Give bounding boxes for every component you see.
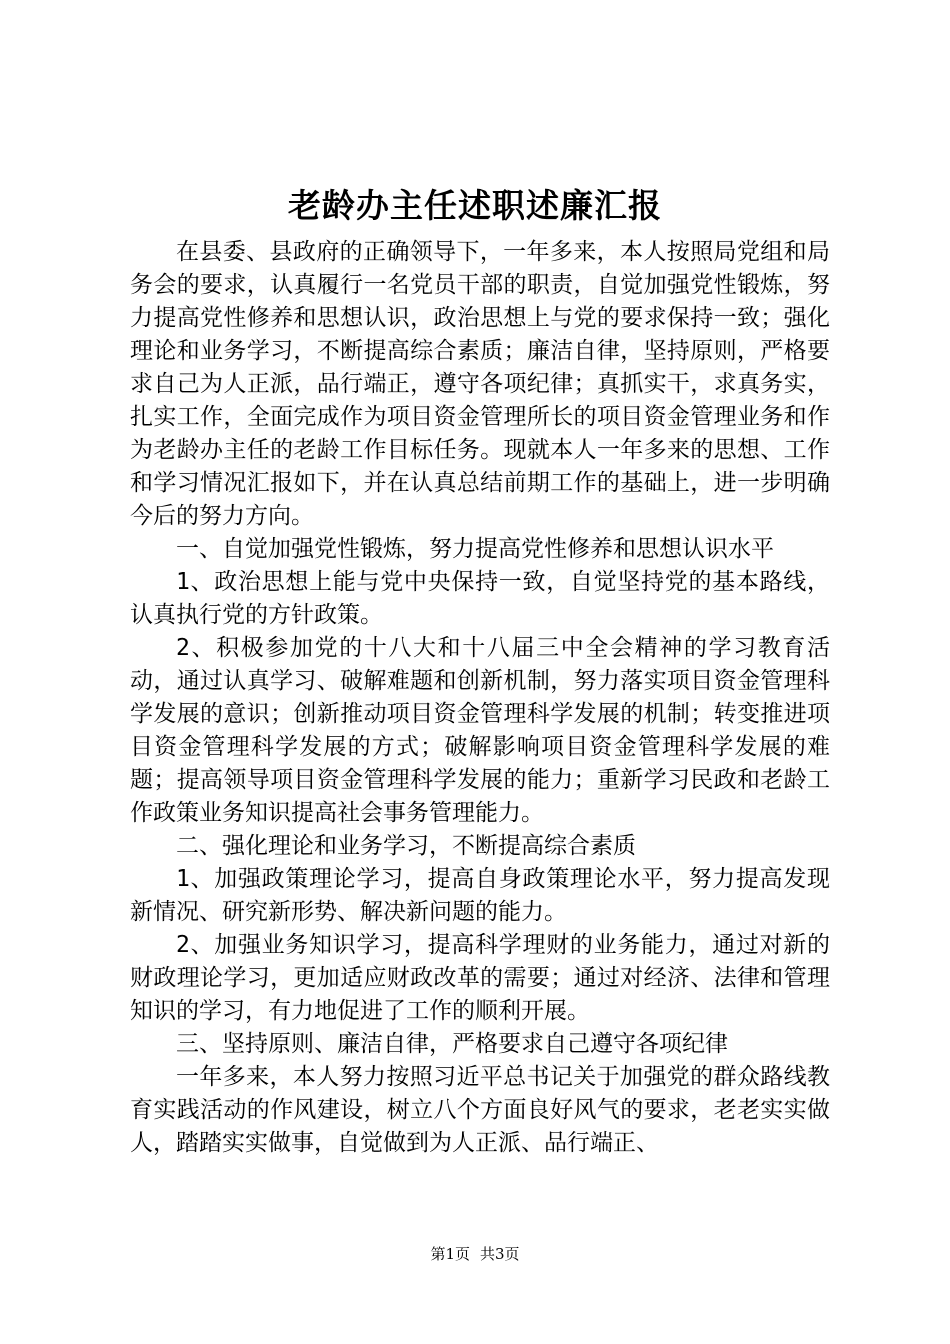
document-body: [130, 236, 830, 1160]
paragraph-1-1: 1、政治思想上能与党中央保持一致，自觉坚持党的基本路线，认真执行党的方针政策。: [130, 569, 830, 628]
document-title: 老龄办主任述职述廉汇报: [288, 186, 662, 225]
paragraph-1-2: 2、积极参加党的十八大和十八届三中全会精神的学习教育活动，通过认真学习、破解难题和创新机制，努力落实项目资金管理科学发展的意识；创新推动项目资金管理科学发展的机制；转变推进项目资金管理科学发展的方式；破解影响项目资金管理科学发展的难题；提高领导项目资金管理科学发展的能力；重新学习民政和老龄工作政策业务知识提高社会事务管理能力。: [130, 635, 830, 826]
page-number: 第1页: [430, 1245, 470, 1263]
section-heading-3: 三、坚持原则、廉洁自律，严格要求自己遵守各项纪律: [176, 1031, 728, 1057]
section-heading-2: 二、强化理论和业务学习，不断提高综合素质: [176, 833, 636, 859]
paragraph-intro: 在县委、县政府的正确领导下，一年多来，本人按照局党组和局务会的要求，认真履行一名党员干部的职责，自觉加强党性锻炼，努力提高党性修养和思想认识，政治思想上与党的要求保持一致；强化理论和业务学习，不断提高综合素质；廉洁自律，坚持原则，严格要求自己为人正派，品行端正，遵守各项纪律；真抓实干，求真务实，扎实工作，全面完成作为项目资金管理所长的项目资金管理业务和作为老龄办主任的老龄工作目标任务。现就本人一年多来的思想、工作和学习情况汇报如下，并在认真总结前期工作的基础上，进一步明确今后的努力方向。: [130, 239, 830, 529]
section-heading-1: 一、自觉加强党性锻炼，努力提高党性修养和思想认识水平: [176, 536, 774, 562]
paragraph-2-2: 2、加强业务知识学习，提高科学理财的业务能力，通过对新的财政理论学习，更加适应财政改革的需要；通过对经济、法律和管理知识的学习，有力地促进了工作的顺利开展。: [130, 932, 830, 1024]
page-footer: [0, 1244, 950, 1264]
paragraph-2-1: 1、加强政策理论学习，提高自身政策理论水平，努力提高发现新情况、研究新形势、解决新问题的能力。: [130, 866, 830, 925]
page-total: 共3页: [480, 1245, 520, 1263]
paragraph-3-1: 一年多来，本人努力按照习近平总书记关于加强党的群众路线教育实践活动的作风建设，树立八个方面良好风气的要求，老老实实做人，踏踏实实做事，自觉做到为人正派、品行端正、: [130, 1064, 830, 1156]
